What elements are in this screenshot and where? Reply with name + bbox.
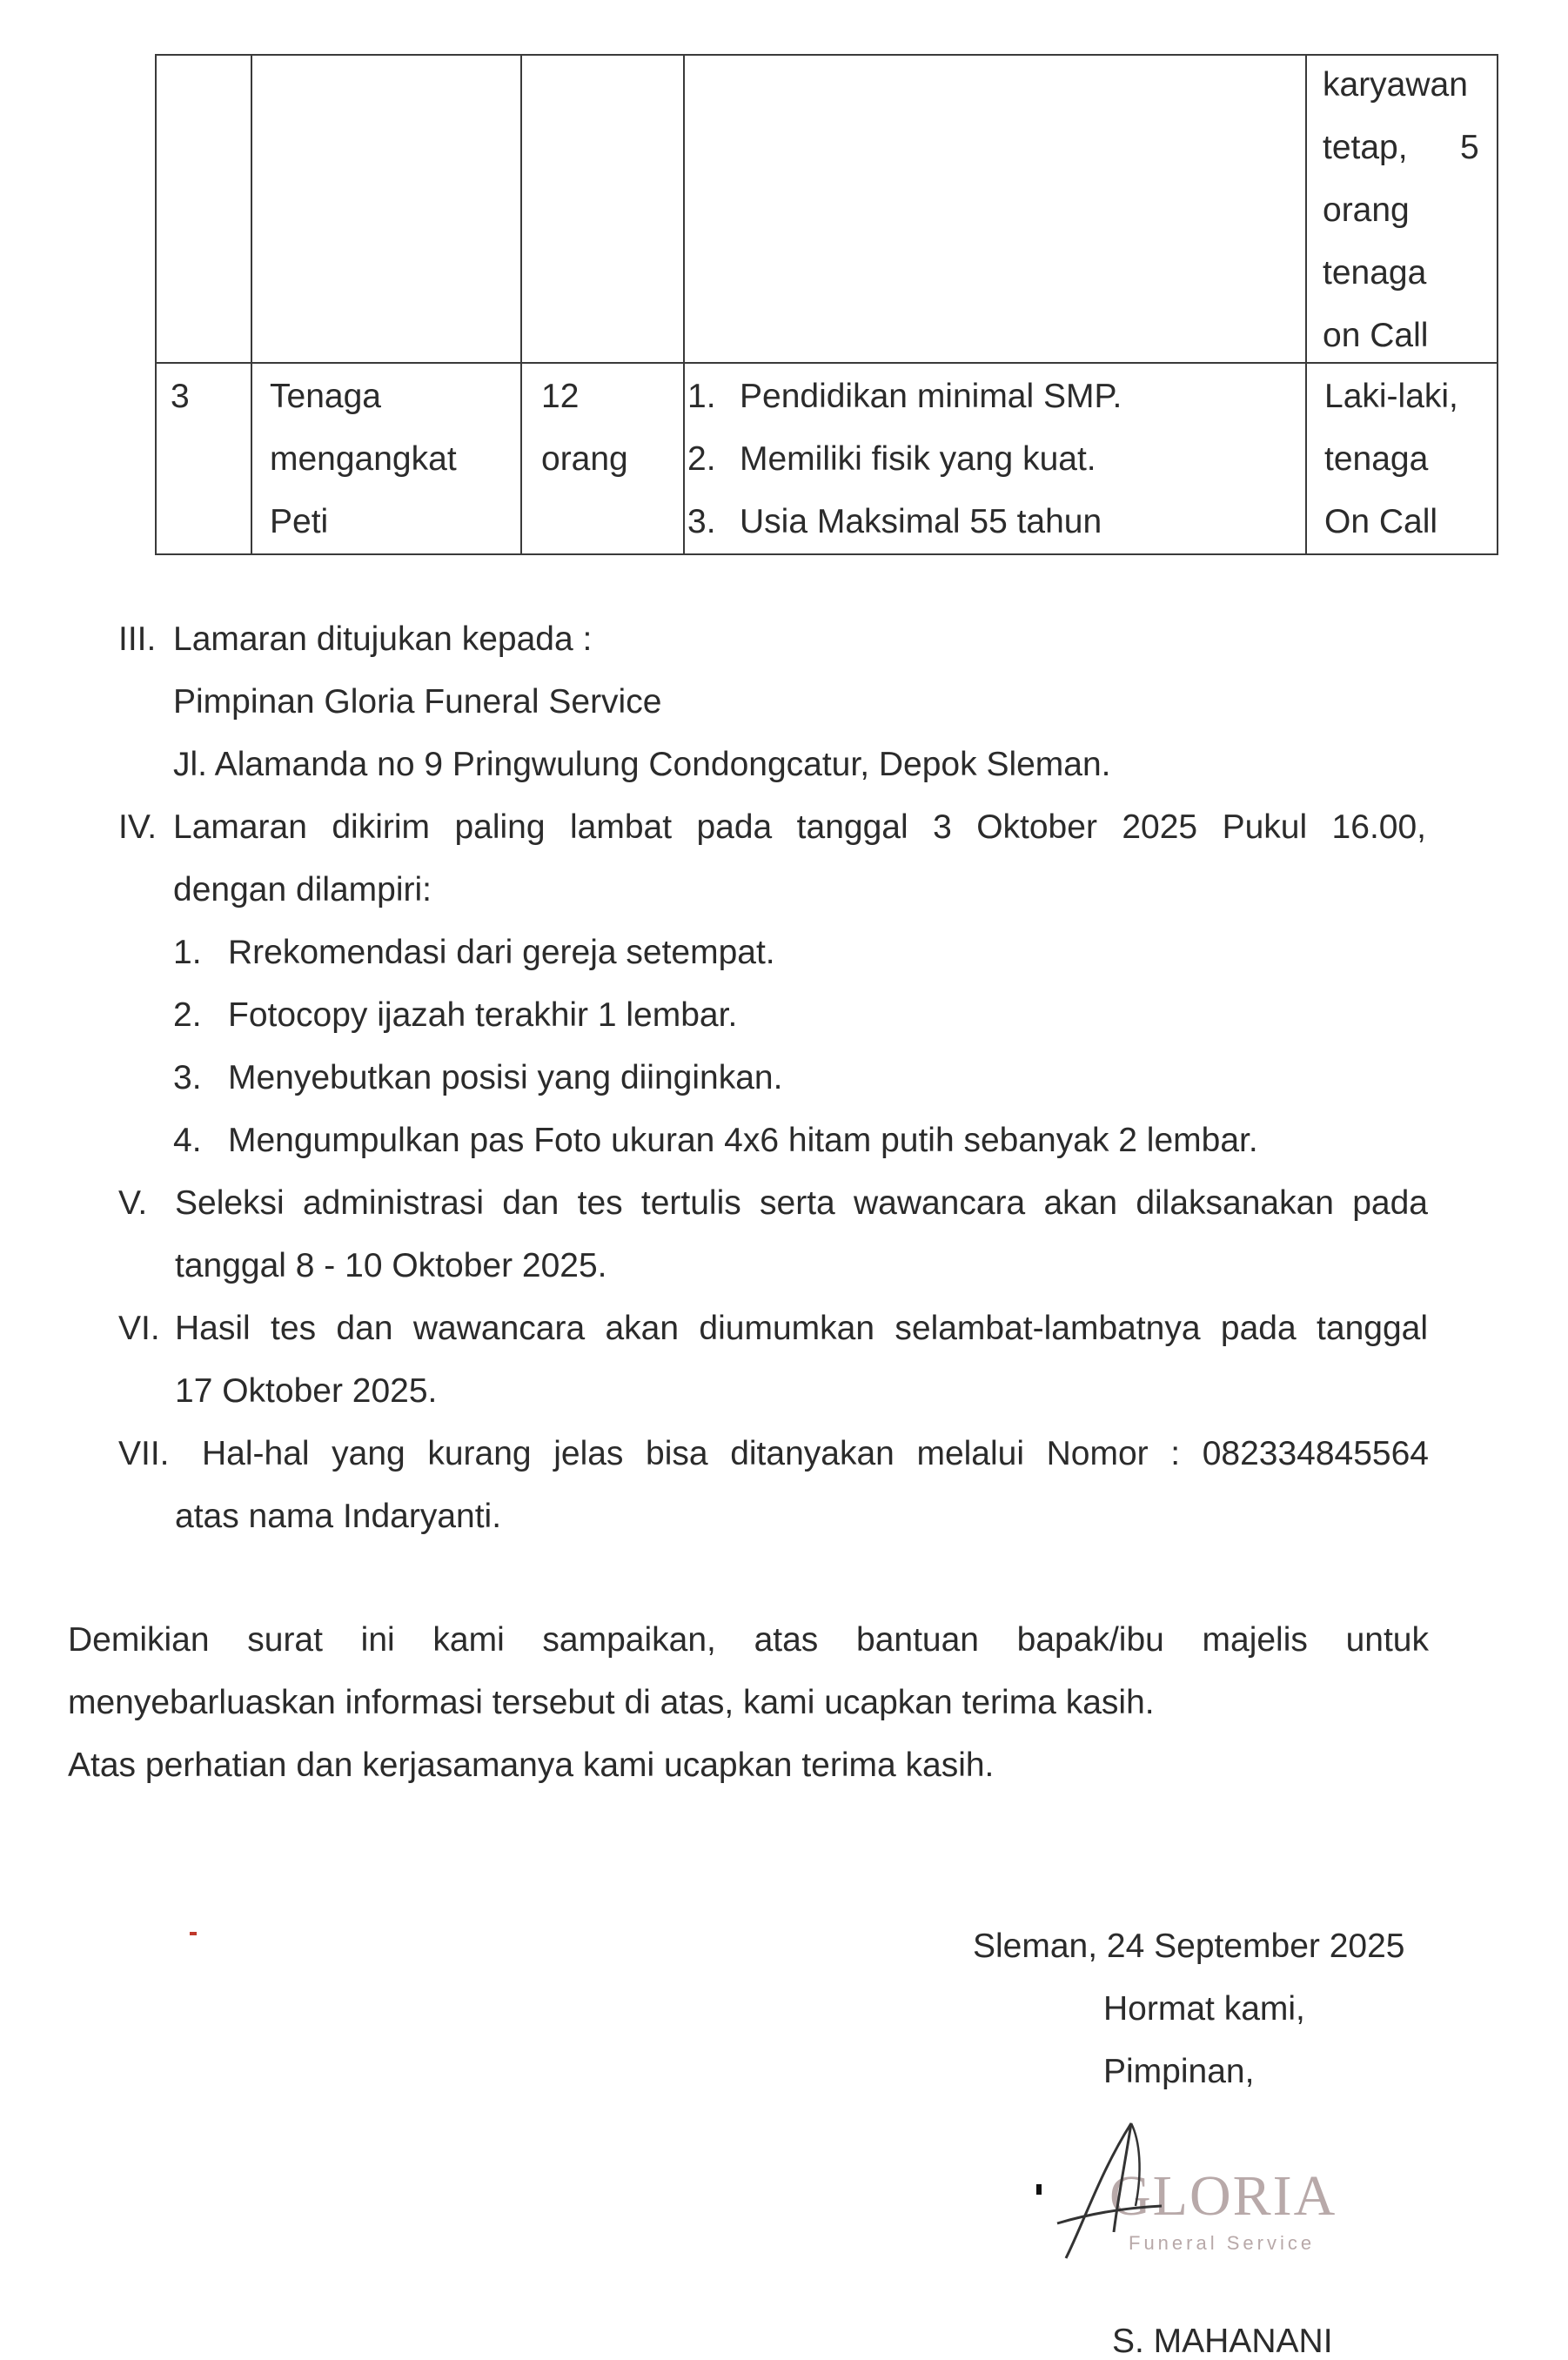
- jumlah-line: orang: [541, 440, 628, 478]
- scan-speck: [1036, 2184, 1042, 2195]
- section-line: atas nama Indaryanti.: [175, 1498, 502, 1535]
- section-line: tanggal 8 - 10 Oktober 2025.: [175, 1247, 607, 1284]
- table-rule: [520, 54, 522, 555]
- closing-line: menyebarluaskan informasi tersebut di atas, kami ucapkan terima kasih.: [68, 1684, 1155, 1721]
- keterangan-line: orang: [1323, 191, 1410, 229]
- signer-name: S. MAHANANI: [1112, 2323, 1333, 2360]
- syarat-text: Usia Maksimal 55 tahun: [740, 503, 1102, 540]
- posisi-line: Tenaga: [270, 378, 381, 415]
- signer-role: Pimpinan,: [1103, 2053, 1255, 2090]
- table-rule: [155, 362, 1498, 364]
- table-rule: [155, 54, 157, 555]
- keterangan-line: Laki-laki,: [1324, 378, 1458, 415]
- posisi-line: mengangkat: [270, 440, 457, 478]
- keterangan-line: 5: [1460, 129, 1479, 166]
- section-numeral: VI.: [118, 1310, 160, 1347]
- table-rule: [1305, 54, 1307, 555]
- table-rule: [1497, 54, 1498, 555]
- keterangan-line: tenaga: [1323, 254, 1427, 292]
- section-line: Hal-hal yang kurang jelas bisa ditanyakan melalui Nomor : 082334845564: [202, 1435, 1429, 1472]
- section-line: dengan dilampiri:: [173, 871, 432, 908]
- syarat-number: 1.: [687, 378, 716, 415]
- posisi-line: Peti: [270, 503, 329, 540]
- section-line: Pimpinan Gloria Funeral Service: [173, 683, 662, 721]
- list-number: 1.: [173, 934, 202, 971]
- syarat-text: Memiliki fisik yang kuat.: [740, 440, 1096, 478]
- syarat-number: 3.: [687, 503, 716, 540]
- logo-subtext: Funeral Service: [1129, 2232, 1316, 2254]
- section-line: Lamaran ditujukan kepada :: [173, 620, 593, 658]
- scan-speck: [190, 1932, 197, 1935]
- list-item: Fotocopy ijazah terakhir 1 lembar.: [228, 996, 738, 1034]
- list-item: Mengumpulkan pas Foto ukuran 4x6 hitam putih sebanyak 2 lembar.: [228, 1122, 1258, 1159]
- keterangan-line: karyawan: [1323, 66, 1468, 104]
- closing-line: Atas perhatian dan kerjasamanya kami ucapkan terima kasih.: [68, 1747, 995, 1784]
- section-line: 17 Oktober 2025.: [175, 1372, 438, 1410]
- keterangan-line: tetap,: [1323, 129, 1408, 166]
- keterangan-line: on Call: [1323, 317, 1429, 354]
- section-line: Jl. Alamanda no 9 Pringwulung Condongcatur, Depok Sleman.: [173, 746, 1111, 783]
- list-number: 3.: [173, 1059, 202, 1096]
- section-line: Lamaran dikirim paling lambat pada tanggal 3 Oktober 2025 Pukul 16.00,: [173, 808, 1426, 846]
- section-numeral: VII.: [118, 1435, 170, 1472]
- section-line: Hasil tes dan wawancara akan diumumkan selambat-lambatnya pada tanggal: [175, 1310, 1428, 1347]
- section-numeral: V.: [118, 1184, 148, 1222]
- row-number: 3: [171, 378, 190, 415]
- place-date: Sleman, 24 September 2025: [973, 1928, 1405, 1965]
- table-rule: [155, 54, 1498, 56]
- greeting: Hormat kami,: [1103, 1990, 1305, 2028]
- list-number: 4.: [173, 1122, 202, 1159]
- requirements-table: [155, 54, 1498, 555]
- list-item: Rrekomendasi dari gereja setempat.: [228, 934, 775, 971]
- section-numeral: IV.: [118, 808, 157, 846]
- keterangan-line: On Call: [1324, 503, 1438, 540]
- jumlah-line: 12: [541, 378, 580, 415]
- syarat-text: Pendidikan minimal SMP.: [740, 378, 1122, 415]
- table-rule: [155, 553, 1498, 555]
- table-rule: [683, 54, 685, 555]
- table-rule: [251, 54, 252, 555]
- list-item: Menyebutkan posisi yang diinginkan.: [228, 1059, 783, 1096]
- logo-text: GLORIA: [1109, 2164, 1337, 2228]
- closing-line: Demikian surat ini kami sampaikan, atas bantuan bapak/ibu majelis untuk: [68, 1621, 1429, 1659]
- keterangan-line: tenaga: [1324, 440, 1429, 478]
- company-logo-signature: [1049, 2110, 1362, 2284]
- section-numeral: III.: [118, 620, 157, 658]
- list-number: 2.: [173, 996, 202, 1034]
- section-line: Seleksi administrasi dan tes tertulis serta wawancara akan dilaksanakan pada: [175, 1184, 1428, 1222]
- syarat-number: 2.: [687, 440, 716, 478]
